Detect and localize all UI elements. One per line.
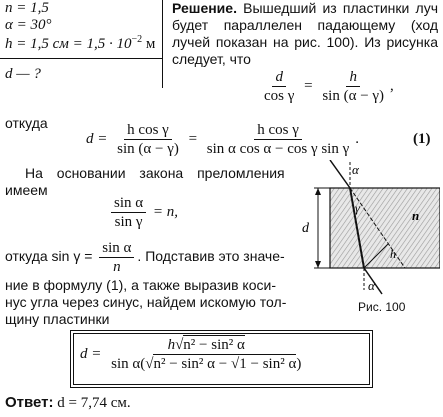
d-arrow-bottom bbox=[315, 261, 321, 268]
answer-label: Ответ: bbox=[5, 394, 54, 411]
equation-3 bbox=[108, 195, 178, 230]
eq3-num: sin α bbox=[111, 195, 146, 213]
given-alpha: α = 30° bbox=[5, 17, 52, 33]
answer-value: d = 7,74 см. bbox=[53, 395, 131, 411]
given-h-exp: −2 bbox=[131, 34, 143, 45]
plate bbox=[330, 188, 440, 268]
equation-2 bbox=[86, 122, 359, 157]
solution-intro bbox=[172, 0, 438, 68]
whence-text: откуда bbox=[5, 115, 48, 131]
eq3-rhs: = n, bbox=[152, 203, 178, 220]
final-den-sqrt2: 1 − sin² α bbox=[239, 356, 297, 372]
final-den-a: sin α( bbox=[111, 356, 146, 372]
final-num-h: h bbox=[167, 337, 176, 353]
fig-label-h: h bbox=[390, 247, 396, 261]
eq2-frac1 bbox=[114, 122, 182, 157]
eq1-equals: = bbox=[304, 77, 313, 94]
solution-heading: Решение. bbox=[172, 0, 237, 16]
eq1-lhs-den: cos γ bbox=[264, 88, 295, 104]
given-n: n = 1,5 bbox=[5, 0, 49, 16]
given-h-unit: м bbox=[142, 36, 156, 52]
refraction-line-2: имеем bbox=[5, 182, 48, 198]
eq2-equals: = bbox=[188, 130, 198, 147]
solution-intro-text: Вышедший из пластинки луч будет параллелен падающему (ход лучей показан на рис. 100). Из рисунка следует, что bbox=[172, 0, 438, 67]
given-border bbox=[162, 0, 163, 88]
incident-ray bbox=[330, 160, 350, 188]
final-den: sin α(√n² − sin² α − √1 − sin² α) bbox=[111, 356, 302, 372]
eq2-f1-den: sin (α − γ) bbox=[117, 141, 179, 157]
fig-label-n: n bbox=[412, 208, 420, 223]
eq3-frac bbox=[111, 195, 146, 230]
eq2-f1-num: h cos γ bbox=[124, 122, 172, 140]
d-arrow-top bbox=[315, 188, 321, 195]
eq1-lhs bbox=[261, 69, 297, 104]
text-line-c: нус угла через синус, найдем искомую тол- bbox=[5, 294, 287, 310]
final-den-close: ) bbox=[296, 356, 302, 372]
final-lhs: d = bbox=[80, 345, 102, 362]
final-den-minus: − bbox=[215, 356, 232, 372]
text-line-b: ние в формулу (1), а также выразив коси- bbox=[5, 277, 276, 293]
siny-prefix: откуда sin γ = bbox=[5, 248, 93, 265]
eq1-rhs-den: sin (α − γ) bbox=[322, 88, 385, 104]
final-num: h√n² − sin² α bbox=[165, 337, 248, 355]
siny-num: sin α bbox=[99, 240, 134, 258]
given-separator bbox=[0, 58, 162, 59]
fig-label-alpha-top: α bbox=[352, 162, 359, 177]
siny-line bbox=[5, 240, 285, 275]
eq2-frac2 bbox=[204, 122, 352, 157]
eq1-rhs bbox=[319, 69, 387, 104]
eq3-den: sin γ bbox=[114, 214, 143, 230]
siny-frac bbox=[99, 240, 134, 275]
siny-den: n bbox=[113, 259, 121, 275]
eq2-f2-den: sin α cos α − cos γ sin γ bbox=[206, 141, 350, 157]
fig-label-d: d bbox=[302, 221, 309, 236]
final-den-sqrt1: n² − sin² α bbox=[153, 356, 216, 372]
eq1-rhs-num: h bbox=[346, 69, 360, 87]
refraction-line-1: На основании закона преломления bbox=[25, 165, 285, 181]
eq1-comma: , bbox=[390, 77, 394, 94]
figure-100 bbox=[300, 160, 440, 300]
fig-label-gamma: γ bbox=[355, 201, 360, 215]
final-num-sqrt: n² − sin² α bbox=[183, 337, 245, 353]
eq2-lhs: d = bbox=[86, 130, 108, 147]
given-h-text: h = 1,5 см = 1,5 · 10 bbox=[5, 36, 132, 52]
siny-suffix: . Подставив это значе- bbox=[137, 248, 285, 265]
figure-caption: Рис. 100 bbox=[358, 300, 406, 314]
given-find: d — ? bbox=[5, 66, 41, 82]
text-line-d: щину пластинки bbox=[5, 311, 110, 327]
final-frac bbox=[108, 337, 304, 372]
eq2-dot: . bbox=[355, 130, 359, 147]
equation-1 bbox=[258, 69, 394, 104]
eq1-lhs-num: d bbox=[272, 69, 286, 87]
eq2-number: (1) bbox=[413, 131, 431, 147]
answer bbox=[5, 394, 131, 412]
fig-label-alpha-bottom: α bbox=[368, 278, 375, 293]
final-formula bbox=[80, 337, 307, 372]
eq2-f2-num: h cos γ bbox=[254, 122, 302, 140]
given-h bbox=[5, 34, 155, 53]
